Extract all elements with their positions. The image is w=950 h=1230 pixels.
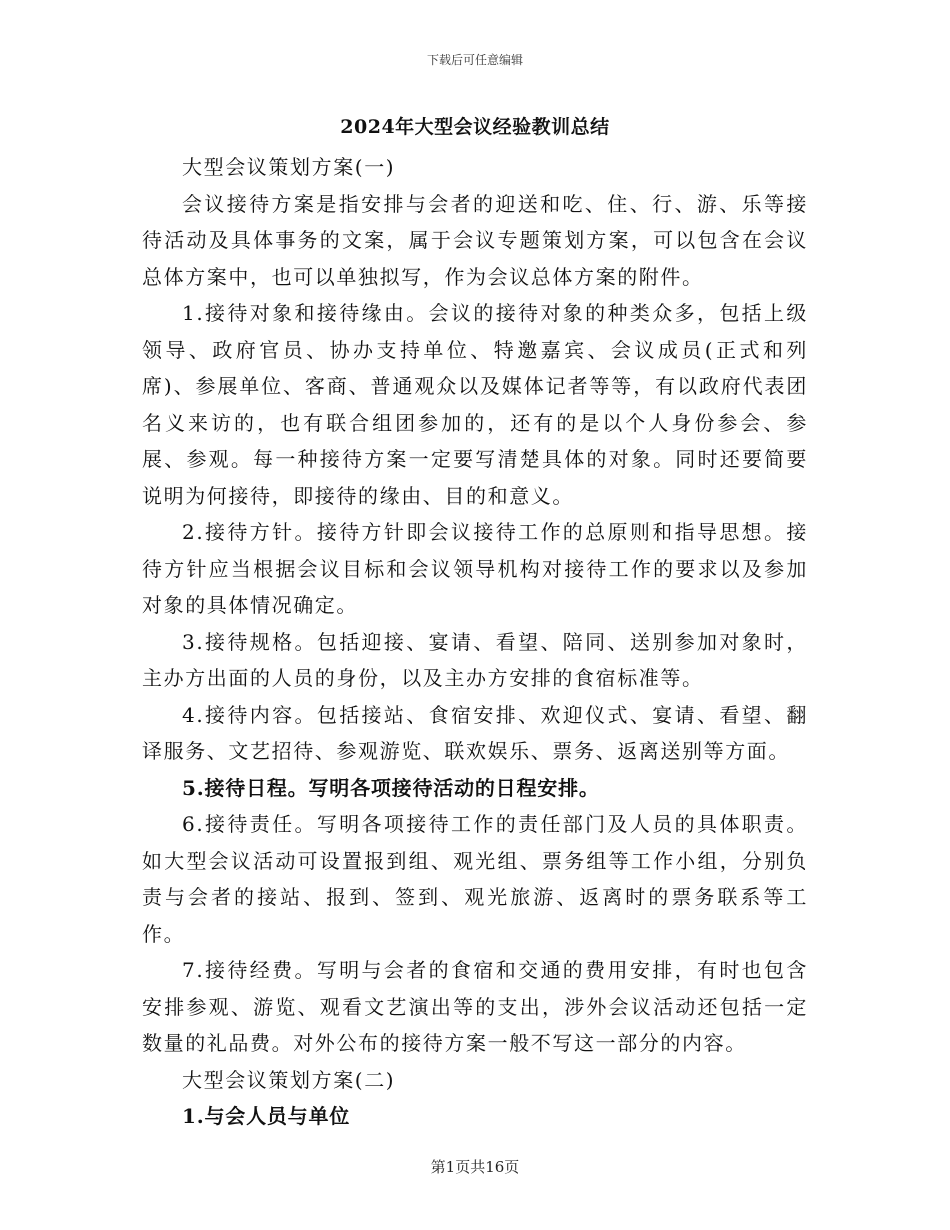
paragraph: 会议接待方案是指安排与会者的迎送和吃、住、行、游、乐等接待活动及具体事务的文案，属于会议专题策划方案，可以包含在会议总体方案中，也可以单独拟写，作为会议总体方案的附件。 xyxy=(142,191,808,289)
paragraph: 1.接待对象和接待缘由。会议的接待对象的种类众多，包括上级领导、政府官员、协办支持单位、特邀嘉宾、会议成员(正式和列席)、参展单位、客商、普通观众以及媒体记者等等，有以政府代表团名义来访的，也有联合组团参加的，还有的是以个人身份参会、参展、参观。每一种接待方案一定要写清楚具体的对象。同时还要简要说明为何接待，即接待的缘由、目的和意义。 xyxy=(142,301,808,508)
paragraph: 大型会议策划方案(一) xyxy=(182,155,396,179)
paragraph: 3.接待规格。包括迎接、宴请、看望、陪同、送别参加对象时，主办方出面的人员的身份，以及主办方安排的食宿标准等。 xyxy=(142,629,808,690)
paragraph: 大型会议策划方案(二) xyxy=(182,1067,396,1092)
document-title: 2024年大型会议经验教训总结 xyxy=(340,116,610,138)
paragraph: 1.与会人员与单位 xyxy=(182,1104,351,1128)
paragraph: 5.接待日程。写明各项接待活动的日程安排。 xyxy=(182,775,600,800)
page-header: 下载后可任意编辑 xyxy=(426,53,523,67)
paragraph: 6.接待责任。写明各项接待工作的责任部门及人员的具体职责。如大型会议活动可设置报到组、观光组、票务组等工作小组，分别负责与会者的接站、报到、签到、观光旅游、返离时的票务联系等工作。 xyxy=(142,812,808,946)
document-body xyxy=(142,149,808,1135)
paragraph: 2.接待方针。接待方针即会议接待工作的总原则和指导思想。接待方针应当根据会议目标和会议领导机构对接待工作的要求以及参加对象的具体情况确定。 xyxy=(142,520,808,617)
page-number: 第1页共16页 xyxy=(430,1158,520,1176)
paragraph: 7.接待经费。写明与会者的食宿和交通的费用安排，有时也包含安排参观、游览、观看文艺演出等的支出，涉外会议活动还包括一定数量的礼品费。对外公布的接待方案一般不写这一部分的内容。 xyxy=(142,958,808,1055)
paragraph: 4.接待内容。包括接站、食宿安排、欢迎仪式、宴请、看望、翻译服务、文艺招待、参观游览、联欢娱乐、票务、返离送别等方面。 xyxy=(142,702,808,763)
